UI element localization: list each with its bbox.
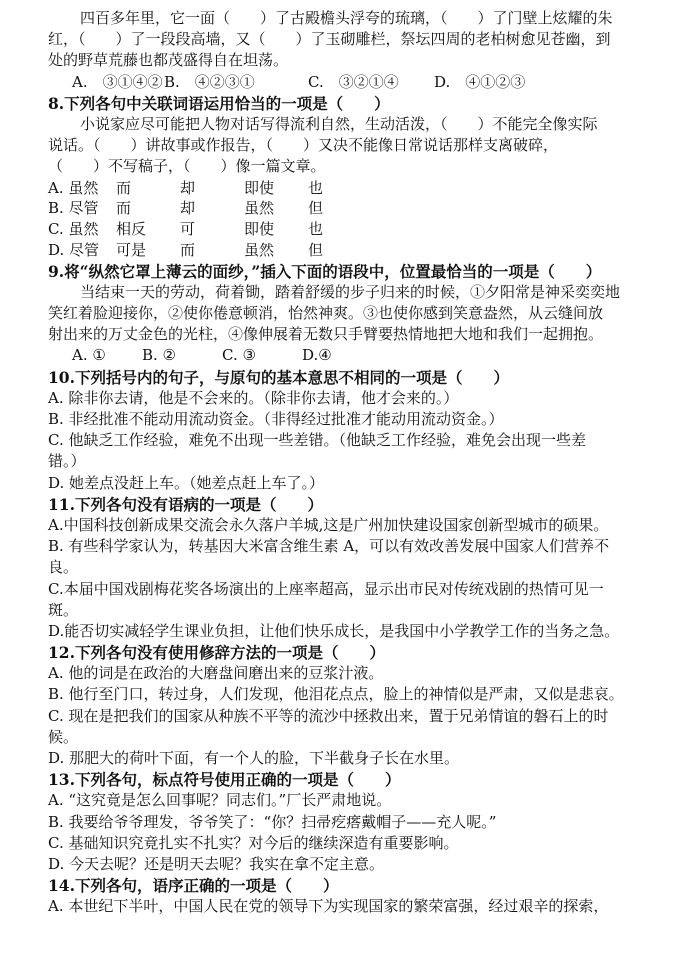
q11-option-b-cont: 良。 xyxy=(48,558,79,577)
q8-a-4: 即使 xyxy=(244,178,275,197)
q8-b-3: 却 xyxy=(180,199,196,218)
q9-line-3: 射出来的万丈金色的光柱，④像伸展着无数只手臂要热情地把大地和我们一起拥抱。 xyxy=(48,325,604,344)
q7-option-d: D. ④①②③ xyxy=(434,72,526,91)
q7-passage xyxy=(0,8,688,72)
q7-option-b: B. ④②③① xyxy=(164,72,255,91)
q7-option-a: A. ③①④② xyxy=(72,72,163,91)
q12-option-c: C. 现在是把我们的国家从种族不平等的流沙中拯救出来，置于兄弟情谊的磐石上的时 xyxy=(48,706,609,725)
q7-option-c: C. ③②①④ xyxy=(308,72,399,91)
q9-option-d: D.④ xyxy=(302,346,332,365)
q8-option-a-row xyxy=(0,178,688,199)
q8-d-4: 虽然 xyxy=(244,240,275,259)
q9-option-c: C. ③ xyxy=(222,346,256,365)
q14-option-a: A. 本世纪下半叶，中国人民在党的领导下为实现国家的繁荣富强，经过艰辛的探索， xyxy=(48,897,609,916)
q7-line-2: 红，（ ）了一段段高墙，又（ ）了玉砌雕栏，祭坛四周的老柏树愈见苍幽，到 xyxy=(48,30,611,49)
q9-option-a: A. ① xyxy=(72,346,106,365)
q8-line-1: 小说家应尽可能把人物对话写得流利自然，生动活泼，（ ）不能完全像实际 xyxy=(80,114,598,133)
q8-b-5: 但 xyxy=(308,199,324,218)
q8-title: 8.下列各句中关联词语运用恰当的一项是（ ） xyxy=(48,93,390,113)
q8-a-1: A. 虽然 xyxy=(48,178,99,197)
q10-option-b: B. 非经批准不能动用流动资金。（非得经过批准才能动用流动资金。） xyxy=(48,410,504,428)
q9-title: 9.将“纵然它罩上薄云的面纱，”插入下面的语段中，位置最恰当的一项是（ ） xyxy=(48,261,602,281)
q8-d-3: 而 xyxy=(180,240,196,259)
q13-option-b: B. 我要给爷爷理发，爷爷笑了：“你？扫帚疙瘩戴帽子——充人呢。” xyxy=(48,812,497,831)
q8-line-2: 说话。（ ）讲故事或作报告，（ ）又决不能像日常说话那样支离破碎， xyxy=(48,136,559,155)
q14-title: 14.下列各句，语序正确的一项是（ ） xyxy=(48,876,339,896)
q13-option-d: D. 今天去呢？还是明天去呢？我实在拿不定主意。 xyxy=(48,854,385,873)
q12-option-c-cont: 候。 xyxy=(48,727,79,746)
q9-option-b: B. ② xyxy=(142,346,177,365)
q8-c-3: 可 xyxy=(180,220,196,239)
q8-option-b-row xyxy=(0,198,688,219)
q7-line-3: 处的野草荒藤也都茂盛得自在坦荡。 xyxy=(48,51,289,70)
q10-option-a: A. 除非你去请，他是不会来的。（除非你去请，他才会来的。） xyxy=(48,388,459,407)
q8-d-1: D. 尽管 xyxy=(48,240,100,259)
q11-title: 11.下列各句没有语病的一项是（ ） xyxy=(48,494,323,514)
q8-a-2: 而 xyxy=(116,178,132,197)
q8-line-3: （ ）不写稿子，（ ）像一篇文章。 xyxy=(48,157,326,176)
q8-a-5: 也 xyxy=(308,178,324,197)
q8-b-2: 而 xyxy=(116,199,132,218)
q8-option-d-row xyxy=(0,240,688,261)
q11-option-a: A.中国科技创新成果交流会永久落户羊城,这是广州加快建设国家创新型城市的硕果。 xyxy=(48,515,609,534)
q8-c-1: C. 虽然 xyxy=(48,220,99,239)
q8-d-2: 可是 xyxy=(116,240,147,259)
q9-line-2: 笑红着脸迎接你，②使你倦意顿消，怡然神爽。③也使你感到笑意盎然，从云缝间放 xyxy=(48,304,604,323)
q10-title: 10.下列括号内的句子，与原句的基本意思不相同的一项是（ ） xyxy=(48,367,509,387)
q7-line-1: 四百多年里，它一面（ ）了古殿檐头浮夸的琉璃，（ ）了门壁上炫耀的朱 xyxy=(80,9,613,27)
q11-option-c-cont: 斑。 xyxy=(48,600,79,619)
q10-option-c-cont: 错。） xyxy=(48,452,86,471)
q8-b-1: B. 尽管 xyxy=(48,199,99,218)
q13-title: 13.下列各句，标点符号使用正确的一项是（ ） xyxy=(48,770,401,790)
q12-option-d: D. 那肥大的荷叶下面，有一个人的脸，下半截身子长在水里。 xyxy=(48,749,460,767)
q11-option-d: D.能否切实减轻学生课业负担，让他们快乐成长，是我国中小学教学工作的当务之急。 xyxy=(48,621,620,640)
q12-title: 12.下列各句没有使用修辞方法的一项是（ ） xyxy=(48,643,385,663)
q8-b-4: 虽然 xyxy=(244,199,275,218)
q8-c-2: 相反 xyxy=(116,220,147,239)
q11-option-c: C.本届中国戏剧梅花奖各场演出的上座率超高，显示出市民对传统戏剧的热情可见一 xyxy=(48,579,604,598)
q8-d-5: 但 xyxy=(308,240,324,259)
q7-options xyxy=(0,72,688,93)
q10-option-c: C. 他缺乏工作经验，难免不出现一些差错。（他缺乏工作经验，难免会出现一些差 xyxy=(48,431,586,450)
q10-option-d: D. 她差点没赶上车。（她差点赶上车了。） xyxy=(48,473,325,492)
q9-options xyxy=(0,345,688,366)
q8-c-5: 也 xyxy=(308,220,324,239)
q9-line-1: 当结束一天的劳动，荷着锄，踏着舒缓的步子归来的时候，①夕阳常是神采奕奕地 xyxy=(80,282,621,301)
q8-c-4: 即使 xyxy=(244,220,275,239)
q8-option-c-row xyxy=(0,219,688,240)
q12-option-a: A. 他的词是在政治的大磨盘间磨出来的豆浆汁液。 xyxy=(48,664,384,683)
q13-option-c: C. 基础知识究竟扎实不扎实？对今后的继续深造有重要影响。 xyxy=(48,833,459,852)
q8-a-3: 却 xyxy=(180,178,196,197)
q11-option-b: B. 有些科学家认为，转基因大米富含维生素 A，可以有效改善发展中国家人们营养不 xyxy=(48,537,610,556)
q12-option-b: B. 他行至门口，转过身，人们发现，他泪花点点，脸上的神情似是严肃，又似是悲哀。 xyxy=(48,685,624,704)
q13-option-a: A. “这究竟是怎么回事呢？同志们。”厂长严肃地说。 xyxy=(48,791,392,810)
